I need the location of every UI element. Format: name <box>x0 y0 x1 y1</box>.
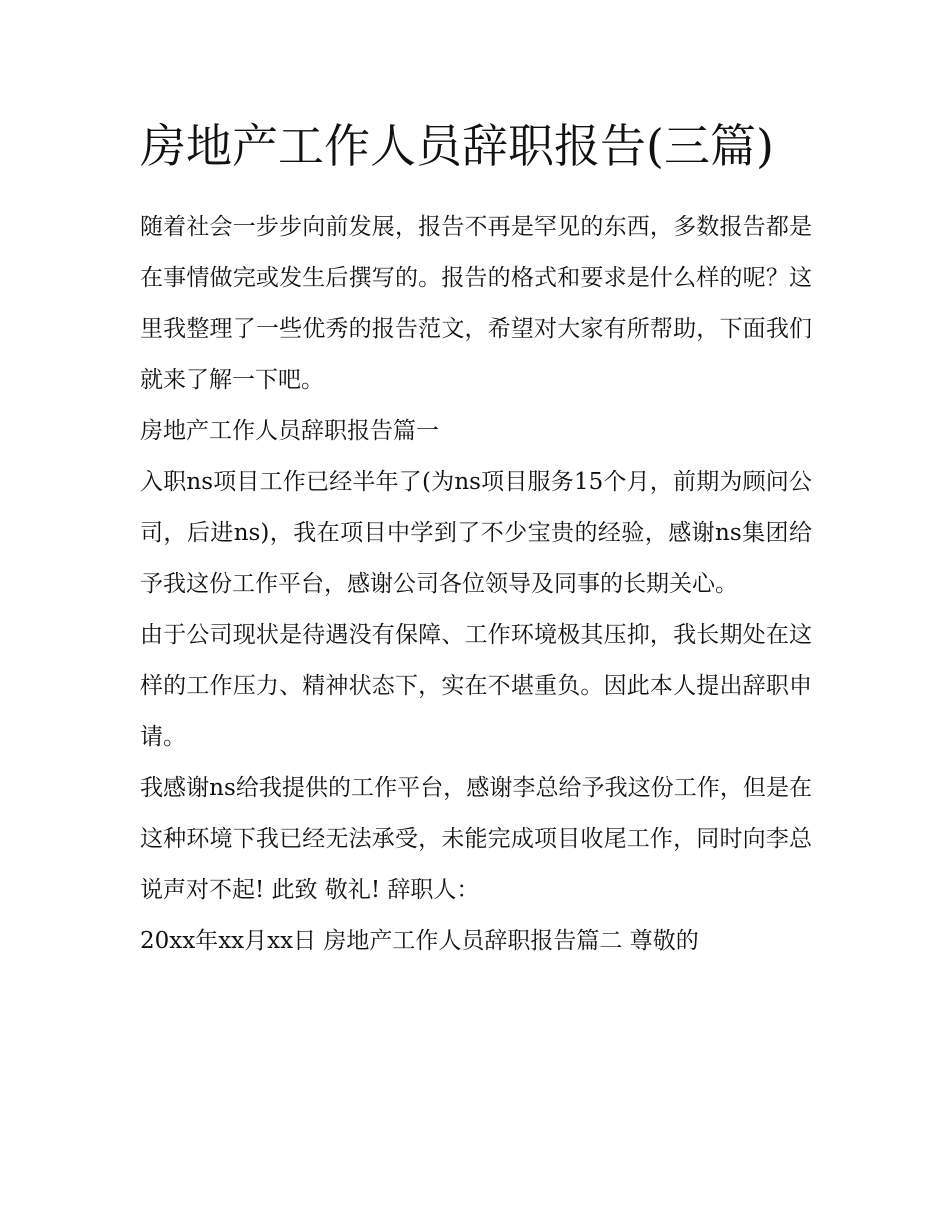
paragraph-date-and-next: 20xx年xx月xx日 房地产工作人员辞职报告篇二 尊敬的 <box>140 928 699 954</box>
document-body <box>140 112 812 967</box>
paragraph-reason: 由于公司现状是待遇没有保障、工作环境极其压抑，我长期处在这样的工作压力、精神状态下，实在不堪重负。因此本人提出辞职申请。 <box>140 622 812 750</box>
document-title: 房地产工作人员辞职报告(三篇) <box>140 119 774 173</box>
paragraph-employment: 入职ns项目工作已经半年了(为ns项目服务15个月，前期为顾问公司，后进ns)，我在项目中学到了不少宝贵的经验，感谢ns集团给予我这份工作平台，感谢公司各位领导及同事的长期关心。 <box>140 469 812 597</box>
paragraph-intro: 随着社会一步步向前发展，报告不再是罕见的东西，多数报告都是在事情做完或发生后撰写的。报告的格式和要求是什么样的呢？这里我整理了一些优秀的报告范文，希望对大家有所帮助，下面我们就来了解一下吧。 <box>140 214 812 393</box>
paragraph-closing: 我感谢ns给我提供的工作平台，感谢李总给予我这份工作，但是在这种环境下我已经无法承受，未能完成项目收尾工作，同时向李总说声对不起! 此致 敬礼! 辞职人： <box>140 775 812 903</box>
section-heading-part-one: 房地产工作人员辞职报告篇一 <box>140 418 439 444</box>
